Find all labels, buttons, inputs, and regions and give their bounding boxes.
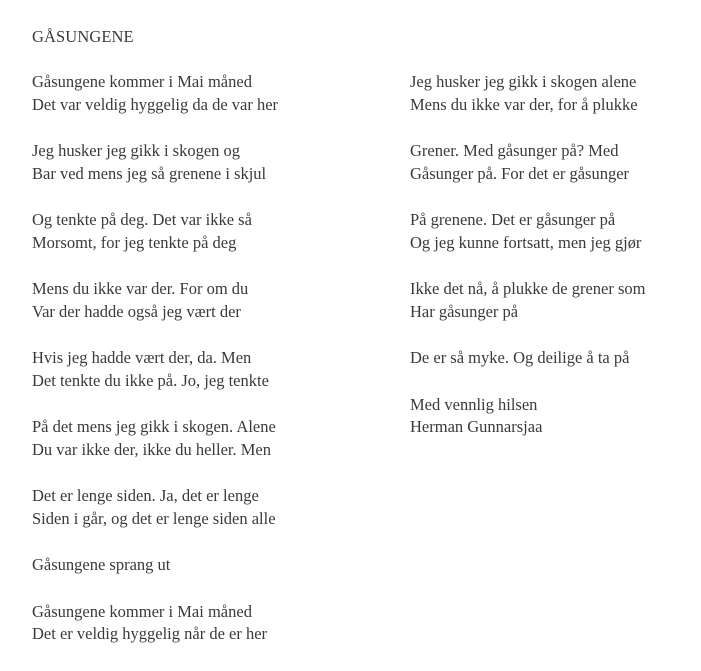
- verse-line: Det tenkte du ikke på. Jo, jeg tenkte: [32, 370, 269, 390]
- verse-line: Grener. Med gåsunger på? Med: [410, 141, 619, 160]
- stanza: [32, 278, 278, 323]
- verse-line: Siden i går, og det er lenge siden alle: [32, 508, 276, 528]
- verse-line: De er så myke. Og deilige å ta på: [410, 348, 630, 367]
- stanza: [32, 347, 278, 392]
- verse-line: Ikke det nå, å plukke de grener som: [410, 279, 646, 298]
- verse-line: Du var ikke der, ikke du heller. Men: [32, 439, 271, 459]
- signature: [410, 394, 646, 439]
- verse-line: Og tenkte på deg. Det var ikke så: [32, 210, 252, 229]
- stanza: [410, 140, 646, 185]
- verse-line: Mens du ikke var der. For om du: [32, 279, 249, 298]
- verse-line: Morsomt, for jeg tenkte på deg: [32, 232, 237, 252]
- signature-closing: Med vennlig hilsen: [410, 394, 538, 414]
- verse-line: Mens du ikke var der, for å plukke: [410, 94, 638, 114]
- verse-line: Det er veldig hyggelig når de er her: [32, 624, 268, 643]
- verse-line: På grenene. Det er gåsunger på: [410, 210, 616, 229]
- verse-line: Det var veldig hyggelig da de var her: [32, 94, 279, 114]
- verse-line: Det er lenge siden. Ja, det er lenge: [32, 486, 259, 505]
- verse-line: Bar ved mens jeg så grenene i skjul: [32, 163, 267, 183]
- verse-line: Gåsungene kommer i Mai måned: [32, 601, 252, 621]
- verse-line: Jeg husker jeg gikk i skogen og: [32, 141, 241, 160]
- verse-line: Gåsungene sprang ut: [32, 555, 171, 574]
- stanza: [32, 140, 278, 185]
- stanza: [410, 278, 646, 323]
- stanza: [32, 209, 278, 254]
- verse-line: Var der hadde også jeg vært der: [32, 301, 241, 321]
- stanza: [410, 347, 646, 370]
- verse-line: Gåsunger på. For det er gåsunger: [410, 163, 630, 183]
- stanza: [32, 485, 278, 530]
- verse-line: Har gåsunger på: [410, 301, 519, 321]
- left-column: [32, 71, 278, 670]
- stanza: [410, 71, 646, 116]
- verse-line: På det mens jeg gikk i skogen. Alene: [32, 417, 276, 436]
- stanza: [32, 601, 278, 646]
- verse-line: Hvis jeg hadde vært der, da. Men: [32, 348, 252, 367]
- stanza: [32, 554, 278, 577]
- verse-line: Og jeg kunne fortsatt, men jeg gjør: [410, 232, 642, 252]
- stanza: [32, 71, 278, 116]
- signature-name: Herman Gunnarsjaa: [410, 417, 543, 436]
- right-column: [410, 71, 646, 463]
- poem-title: GÅSUNGENE: [32, 27, 134, 46]
- stanza: [32, 416, 278, 461]
- verse-line: Jeg husker jeg gikk i skogen alene: [410, 72, 637, 91]
- stanza: [410, 209, 646, 254]
- verse-line: Gåsungene kommer i Mai måned: [32, 72, 252, 91]
